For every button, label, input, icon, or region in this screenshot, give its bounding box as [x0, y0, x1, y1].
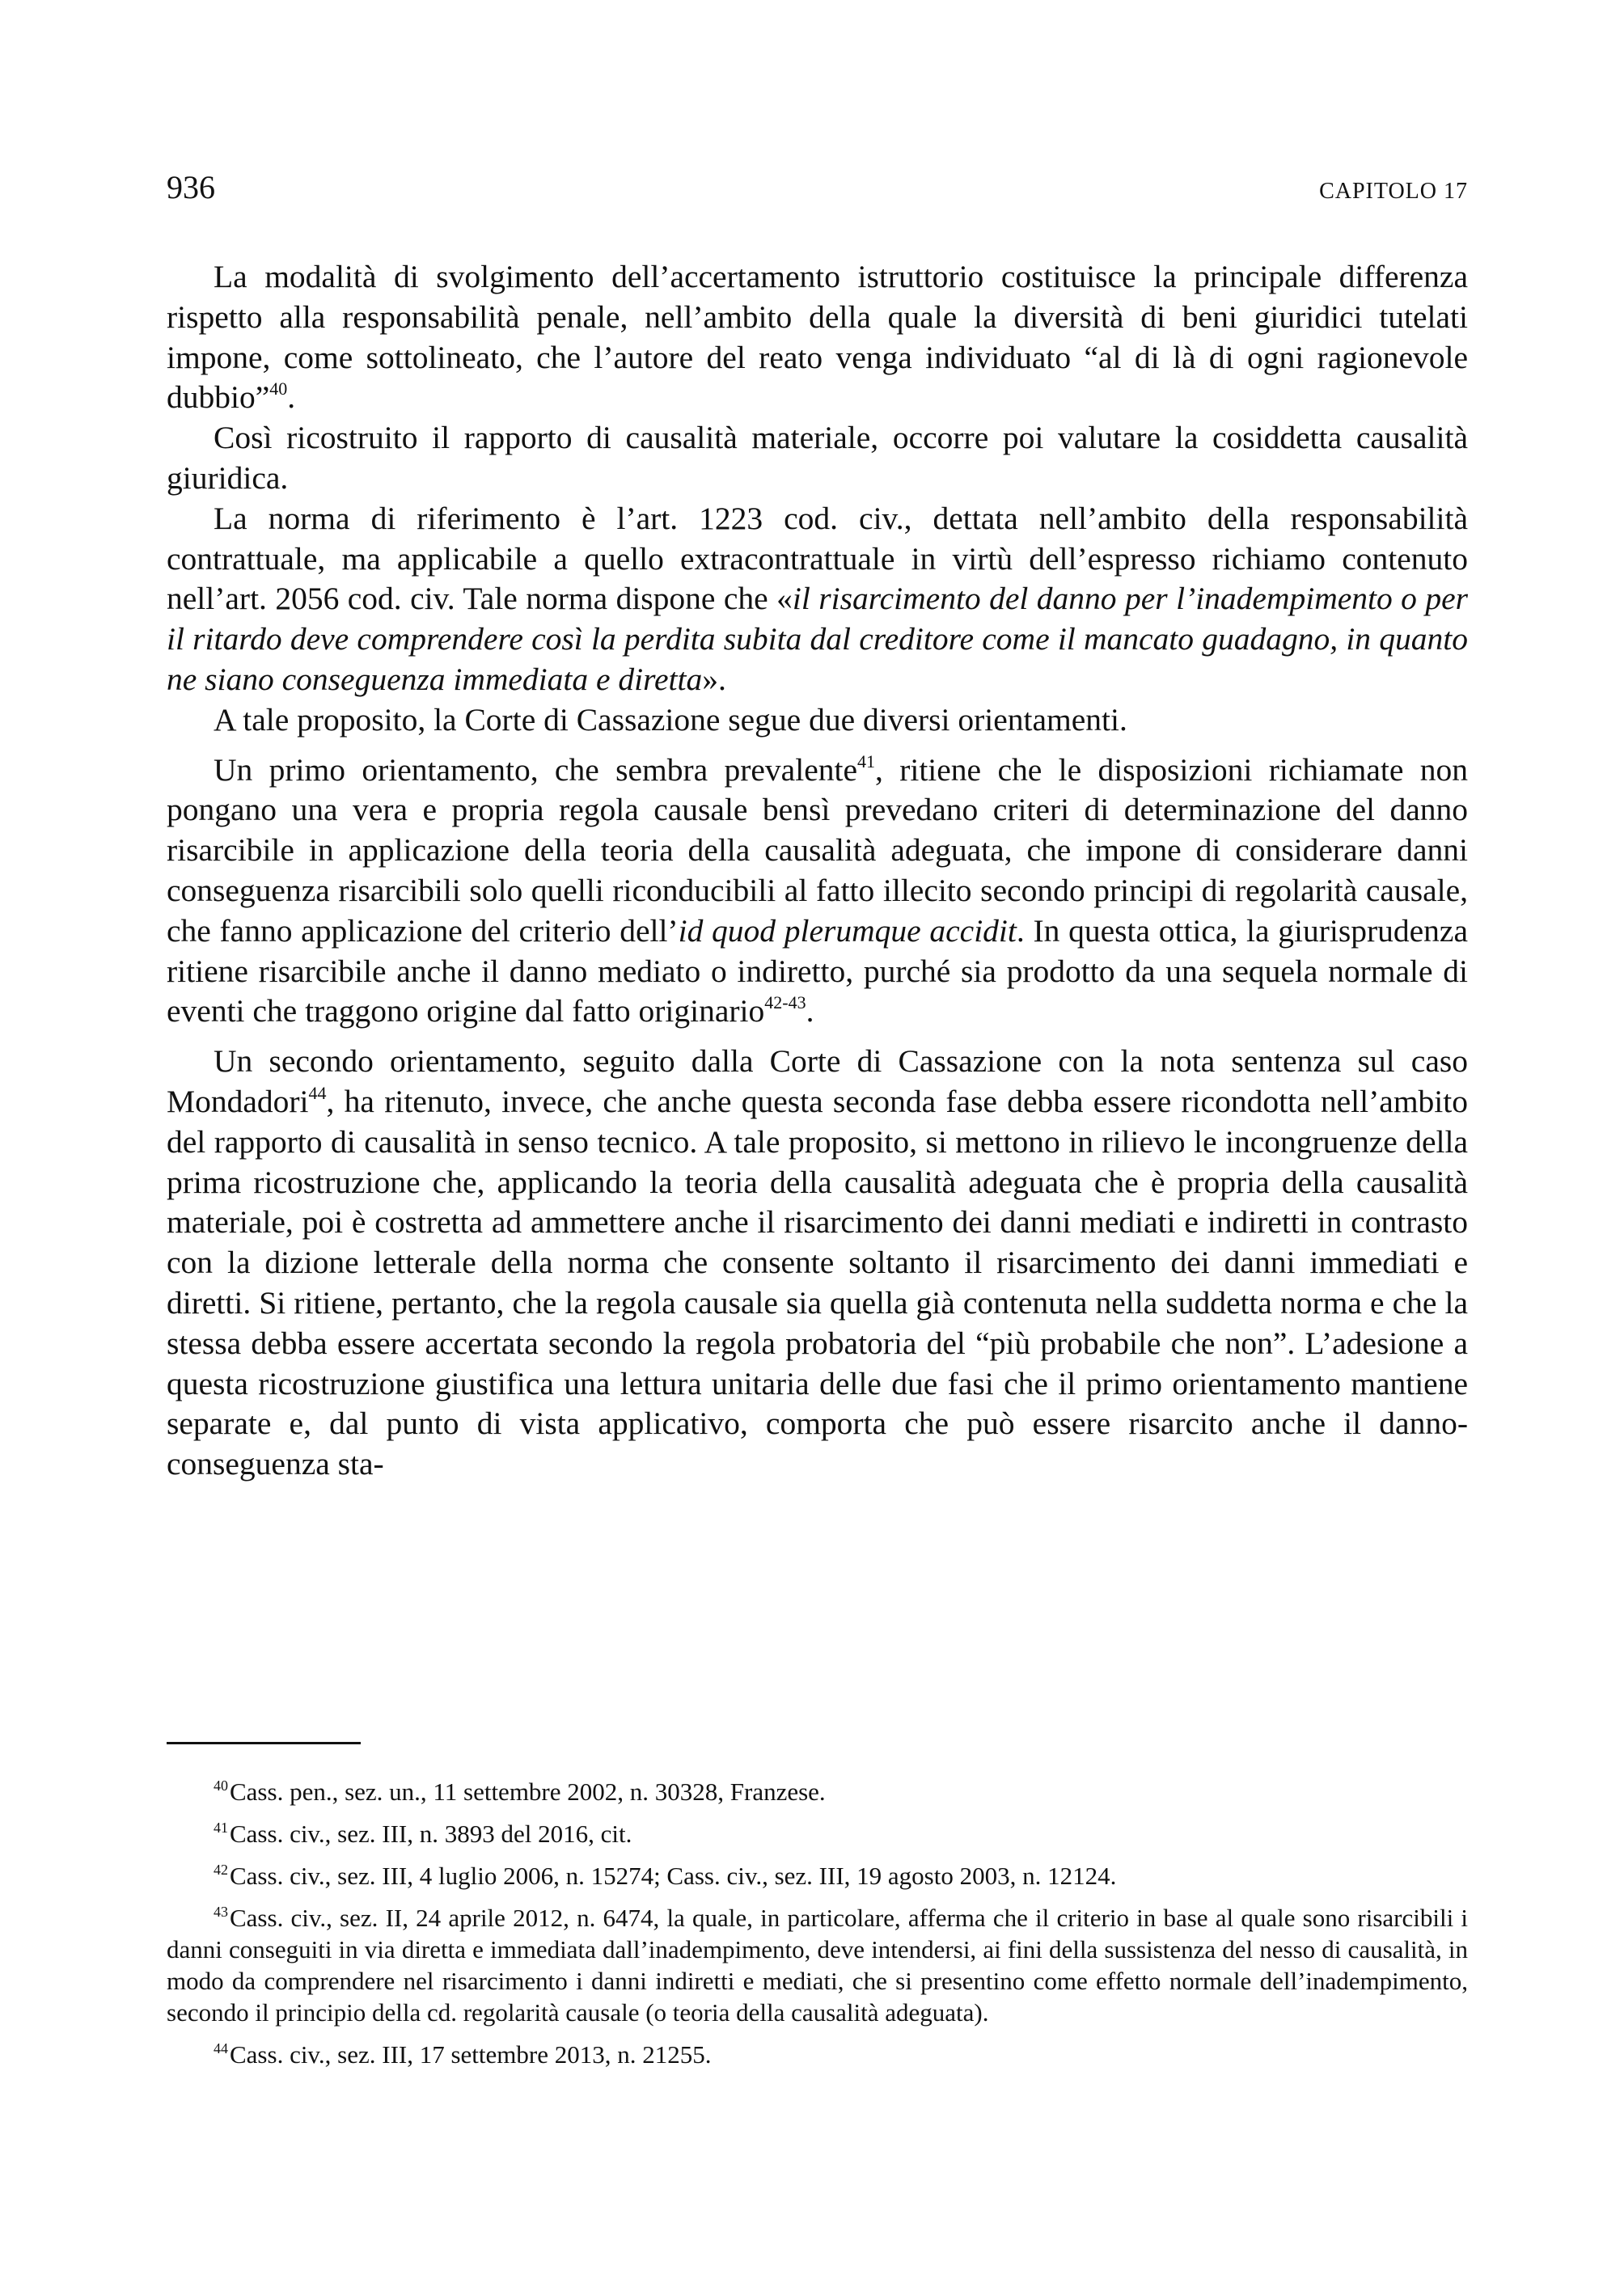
footnote-40: $^{40}$Cass. pen., sez. un., 11 settembre 2002, n. 30328, Franzese.: [214, 1777, 826, 1806]
footnote-44: $^{44}$Cass. civ., sez. III, 17 settembre 2013, n. 21255.: [214, 2040, 712, 2069]
footnote-41: $^{41}$Cass. civ., sez. III, n. 3893 del 2016, cit.: [214, 1820, 632, 1848]
footnote-ref-41[interactable]: 41: [856, 750, 875, 771]
page-header: [167, 168, 1468, 209]
footnote-42: $^{42}$Cass. civ., sez. III, 4 luglio 2006, n. 15274; Cass. civ., sez. III, 19 agosto 2003, n. 12124.: [214, 1862, 1117, 1890]
latin-phrase: id quod plerumque accidit: [678, 912, 1017, 949]
body-text: [167, 257, 1468, 1485]
footnote-separator: [167, 1742, 361, 1744]
footnotes: [167, 1776, 1468, 2081]
footnote-ref-44[interactable]: 44: [308, 1082, 327, 1103]
running-head: CAPITOLO 17: [1319, 179, 1468, 204]
paragraph-4: A tale proposito, la Corte di Cassazione segue due diversi orientamenti.: [214, 701, 1127, 738]
page-number: 936: [167, 169, 215, 205]
footnote-ref-40[interactable]: 40: [269, 378, 288, 399]
paragraph-1: La modalità di svolgimento dell’accertamento istruttorio costituisce la principale differenza rispetto alla responsabilità penale, nell’ambito della quale la diversità di beni giuridici tutelati impone, come sottolineato, che l’autore del reato venga individuato “al di là di ogni ragionevole dubbio”$^{40}$.: [167, 259, 1468, 416]
paragraph-3: La norma di riferimento è l’art. 1223 cod. civ., dettata nell’ambito della responsabilità contrattuale, ma applicabile a quello extracontrattuale in virtù dell’espresso richiamo contenuto nell’art. 2056 cod. civ. Tale norma dispone che «il risarcimento del danno per l’inadempimento o per il ritardo deve comprendere così la perdita subita dal creditore come il mancato guadagno, in quanto ne siano conseguenza immediata e diretta».: [167, 500, 1468, 697]
quoted-article-text: il risarcimento del danno per l’inadempimento o per il ritardo deve comprendere così la perdita subita dal creditore come il mancato guadagno, in quanto ne siano conseguenza immediata e diretta: [167, 581, 1468, 697]
paragraph-5: Un primo orientamento, che sembra prevalente$^{41}$, ritiene che le disposizioni richiamate non pongano una vera e propria regola causale bensì prevedano criteri di determinazione del danno risarcibile in applicazione della teoria della causalità adeguata, che impone di considerare danni conseguenza risarcibili solo quelli riconducibili al fatto illecito secondo principi di regolarità causale, che fanno applicazione del criterio dell’id quod plerumque accidit. In questa ottica, la giurisprudenza ritiene risarcibile anche il danno mediato o indiretto, purché sia prodotto da una sequela normale di eventi che traggono origine dal fatto originario$^{42-43}$.: [167, 750, 1468, 1029]
paragraph-2: Così ricostruito il rapporto di causalità materiale, occorre poi valutare la cosiddetta causalità giuridica.: [167, 420, 1468, 496]
footnote-43: $^{43}$Cass. civ., sez. II, 24 aprile 2012, n. 6474, la quale, in particolare, afferma che il criterio in base al quale sono risarcibili i danni conseguiti in via diretta e immediata dall’inadempimento, deve intendersi, ai fini della sussistenza del nesso di causalità, in modo da comprendere nel risarcimento i danni indiretti e mediati, che si presentino come effetto normale dell’inadempimento, secondo il principio della cd. regolarità causale (o teoria della causalità adeguata).: [167, 1904, 1468, 2027]
paragraph-6: Un secondo orientamento, seguito dalla Corte di Cassazione con la nota sentenza sul caso Mondadori$^{44}$, ha ritenuto, invece, che anche questa seconda fase debba essere ricondotta nell’ambito del rapporto di causalità in senso tecnico. A tale proposito, si mettono in rilievo le incongruenze della prima ricostruzione che, applicando la teoria della causalità adeguata che è propria della causalità materiale, poi è costretta ad ammettere anche il risarcimento dei danni mediati e indiretti in contrasto con la dizione letterale della norma che consente soltanto il risarcimento dei danni immediati e diretti. Si ritiene, pertanto, che la regola causale sia quella già contenuta nella suddetta norma e che la stessa debba essere accertata secondo la regola probatoria del “più probabile che non”. L’adesione a questa ricostruzione giustifica una lettura unitaria delle due fasi che il primo orientamento mantiene separate e, dal punto di vista applicativo, comporta che può essere risarcito anche il danno-conseguenza sta-: [167, 1043, 1468, 1482]
footnote-ref-42-43[interactable]: 42-43: [764, 992, 806, 1013]
